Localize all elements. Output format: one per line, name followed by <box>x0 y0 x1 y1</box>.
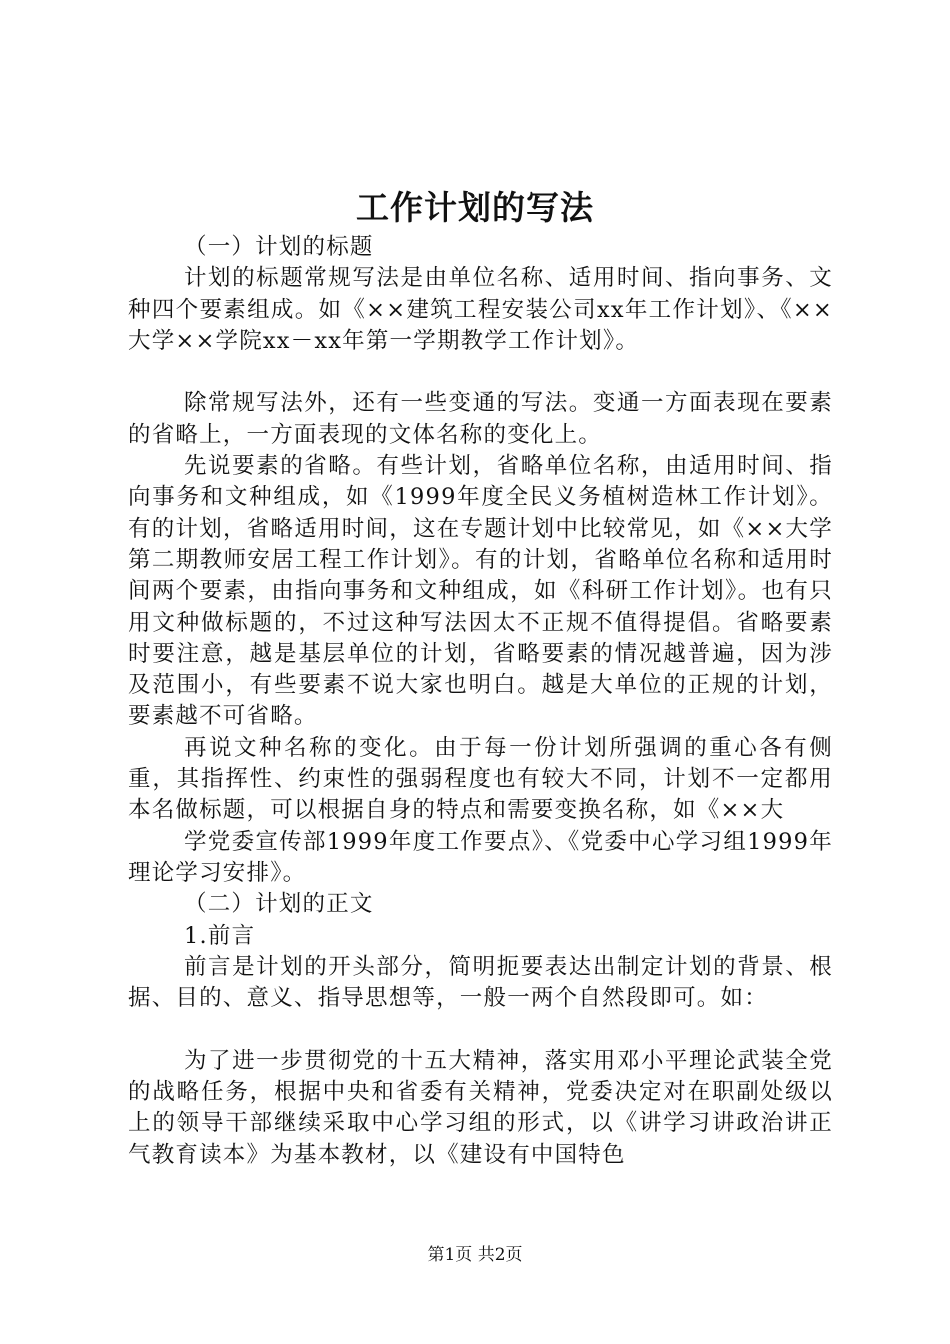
paragraph-title-standard: 计划的标题常规写法是由单位名称、适用时间、指向事务、文种四个要素组成。如《××建筑工程安装公司xx年工作计划》、《××大学××学院xx－xx年第一学期教学工作计划》。 <box>128 265 833 354</box>
section-heading-title: （一）计划的标题 <box>184 234 374 260</box>
paragraph-title-variations: 除常规写法外，还有一些变通的写法。变通一方面表现在要素的省略上，一方面表现的文体名称的变化上。 <box>128 390 833 448</box>
page-title: 工作计划的写法 <box>356 188 594 227</box>
paragraph-genre-name-change: 再说文种名称的变化。由于每一份计划所强调的重心各有侧重，其指挥性、约束性的强弱程度也有较大不同，计划不一定都用本名做标题，可以根据自身的特点和需要变换名称，如《××大 <box>128 734 833 824</box>
page-footer: 第1页 共2页 <box>427 1245 523 1265</box>
subheading-preface: 1.前言 <box>184 922 256 949</box>
paragraph-preface-description: 前言是计划的开头部分，简明扼要表达出制定计划的背景、根据、目的、意义、指导思想等，一般一两个自然段即可。如： <box>128 953 833 1012</box>
document-body <box>128 232 833 1171</box>
blank-line <box>128 357 833 388</box>
section-heading-body: （二）计划的正文 <box>184 891 374 918</box>
blank-line <box>128 1014 833 1045</box>
paragraph-element-omission: 先说要素的省略。有些计划，省略单位名称，由适用时间、指向事务和文种组成，如《1999年度全民义务植树造林工作计划》。有的计划，省略适用时间，这在专题计划中比较常见，如《××大学第二期教师安居工程工作计划》。有的计划，省略单位名称和适用时间两个要素，由指向事务和文种组成，如《科研工作计划》。也有只用文种做标题的，不过这种写法因太不正规不值得提倡。省略要素时要注意，越是基层单位的计划，省略要素的情况越普遍，因为涉及范围小，有些要素不说大家也明白。越是大单位的正规的计划，要素越不可省略。 <box>128 453 833 730</box>
paragraph-genre-name-example: 学党委宣传部1999年度工作要点》、《党委中心学习组1999年理论学习安排》。 <box>128 828 833 886</box>
paragraph-preface-example: 为了进一步贯彻党的十五大精神，落实用邓小平理论武装全党的战略任务，根据中央和省委有关精神，党委决定对在职副处级以上的领导干部继续采取中心学习组的形式，以《讲学习讲政治讲正气教育读本》为基本教材，以《建设有中国特色 <box>128 1047 833 1168</box>
